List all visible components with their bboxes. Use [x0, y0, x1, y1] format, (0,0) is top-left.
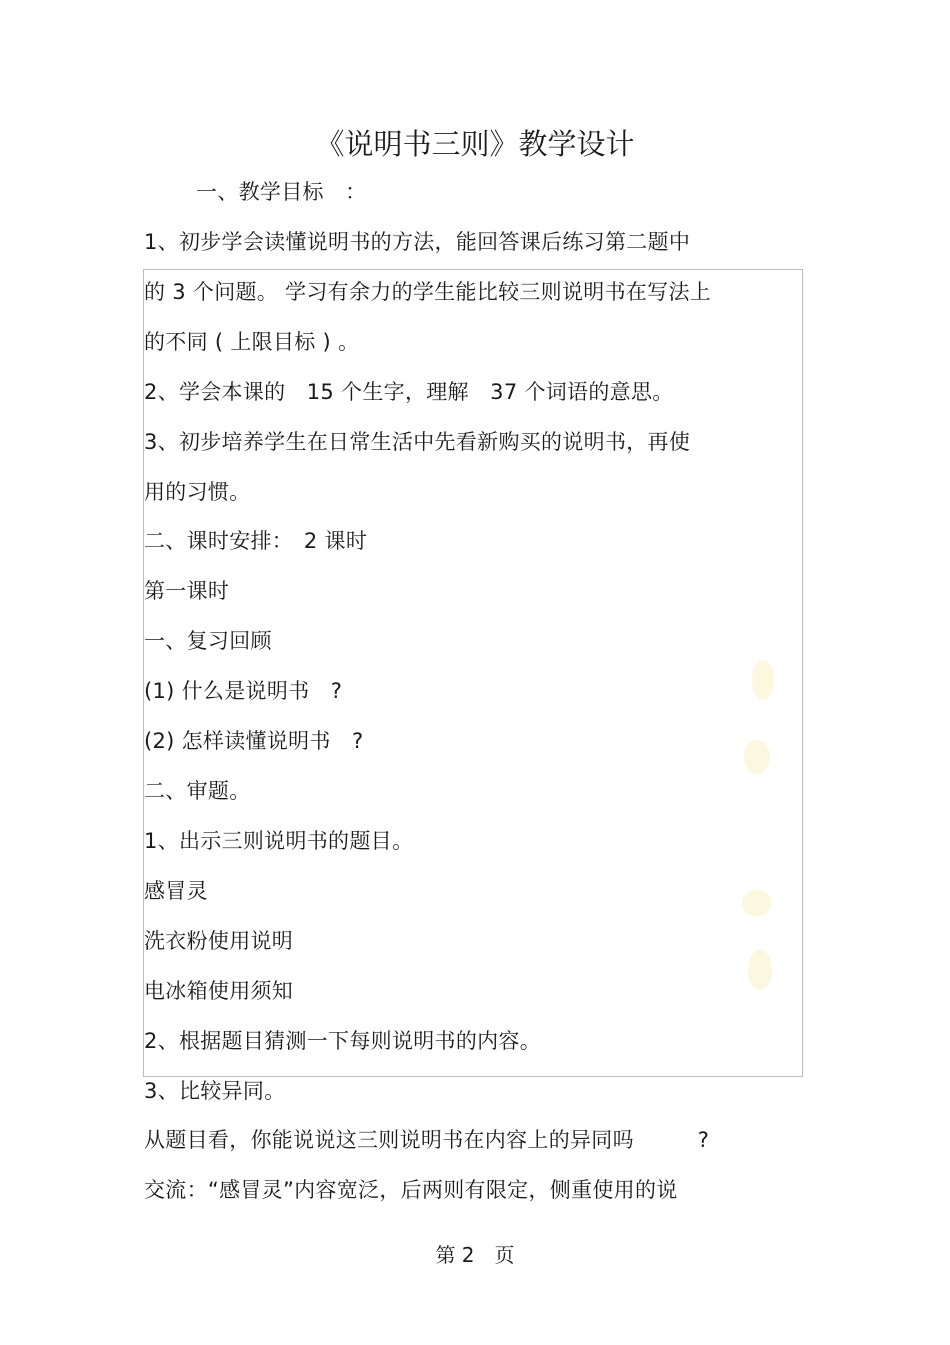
text-line: 感冒灵 [144, 879, 208, 903]
text-line: 交流：“感冒灵”内容宽泛，后两则有限定，侧重使用的说 [144, 1178, 678, 1202]
lesson-heading: 第一课时 [144, 579, 230, 603]
text-line: 用的习惯。 [144, 480, 251, 504]
text-line: 2、根据题目猜测一下每则说明书的内容。 [144, 1029, 542, 1053]
text-line: 1、初步学会读懂说明书的方法，能回答课后练习第二题中 [144, 230, 691, 254]
text-line: 3、比较异同。 [144, 1079, 286, 1103]
text-line: 电冰箱使用须知 [144, 979, 294, 1003]
text-line: (2) 怎样读懂说明书 ? [144, 729, 364, 753]
text-line: 的 3 个问题。 学习有余力的学生能比较三则说明书在写法上 [144, 280, 712, 304]
text-line: 1、出示三则说明书的题目。 [144, 829, 414, 853]
section-heading-topic: 二、审题。 [144, 779, 251, 803]
page-title: 《说明书三则》教学设计 [315, 127, 635, 161]
text-line: 2、学会本课的 15 个生字，理解 37 个词语的意思。 [144, 380, 674, 404]
text-line: (1) 什么是说明书 ? [144, 679, 343, 703]
section-heading-schedule: 二、课时安排： 2 课时 [144, 529, 368, 553]
page-number: 第 2 页 [435, 1243, 515, 1267]
text-line: 3、初步培养学生在日常生活中先看新购买的说明书，再使 [144, 430, 691, 454]
text-line: 洗衣粉使用说明 [144, 929, 294, 953]
section-heading-review: 一、复习回顾 [144, 629, 272, 653]
text-line: 的不同 ( 上限目标 ) 。 [144, 330, 360, 354]
text-line: 从题目看，你能说说这三则说明书在内容上的异同吗 ? [144, 1128, 710, 1152]
section-heading-objectives: 一、教学目标 ： [196, 180, 367, 204]
